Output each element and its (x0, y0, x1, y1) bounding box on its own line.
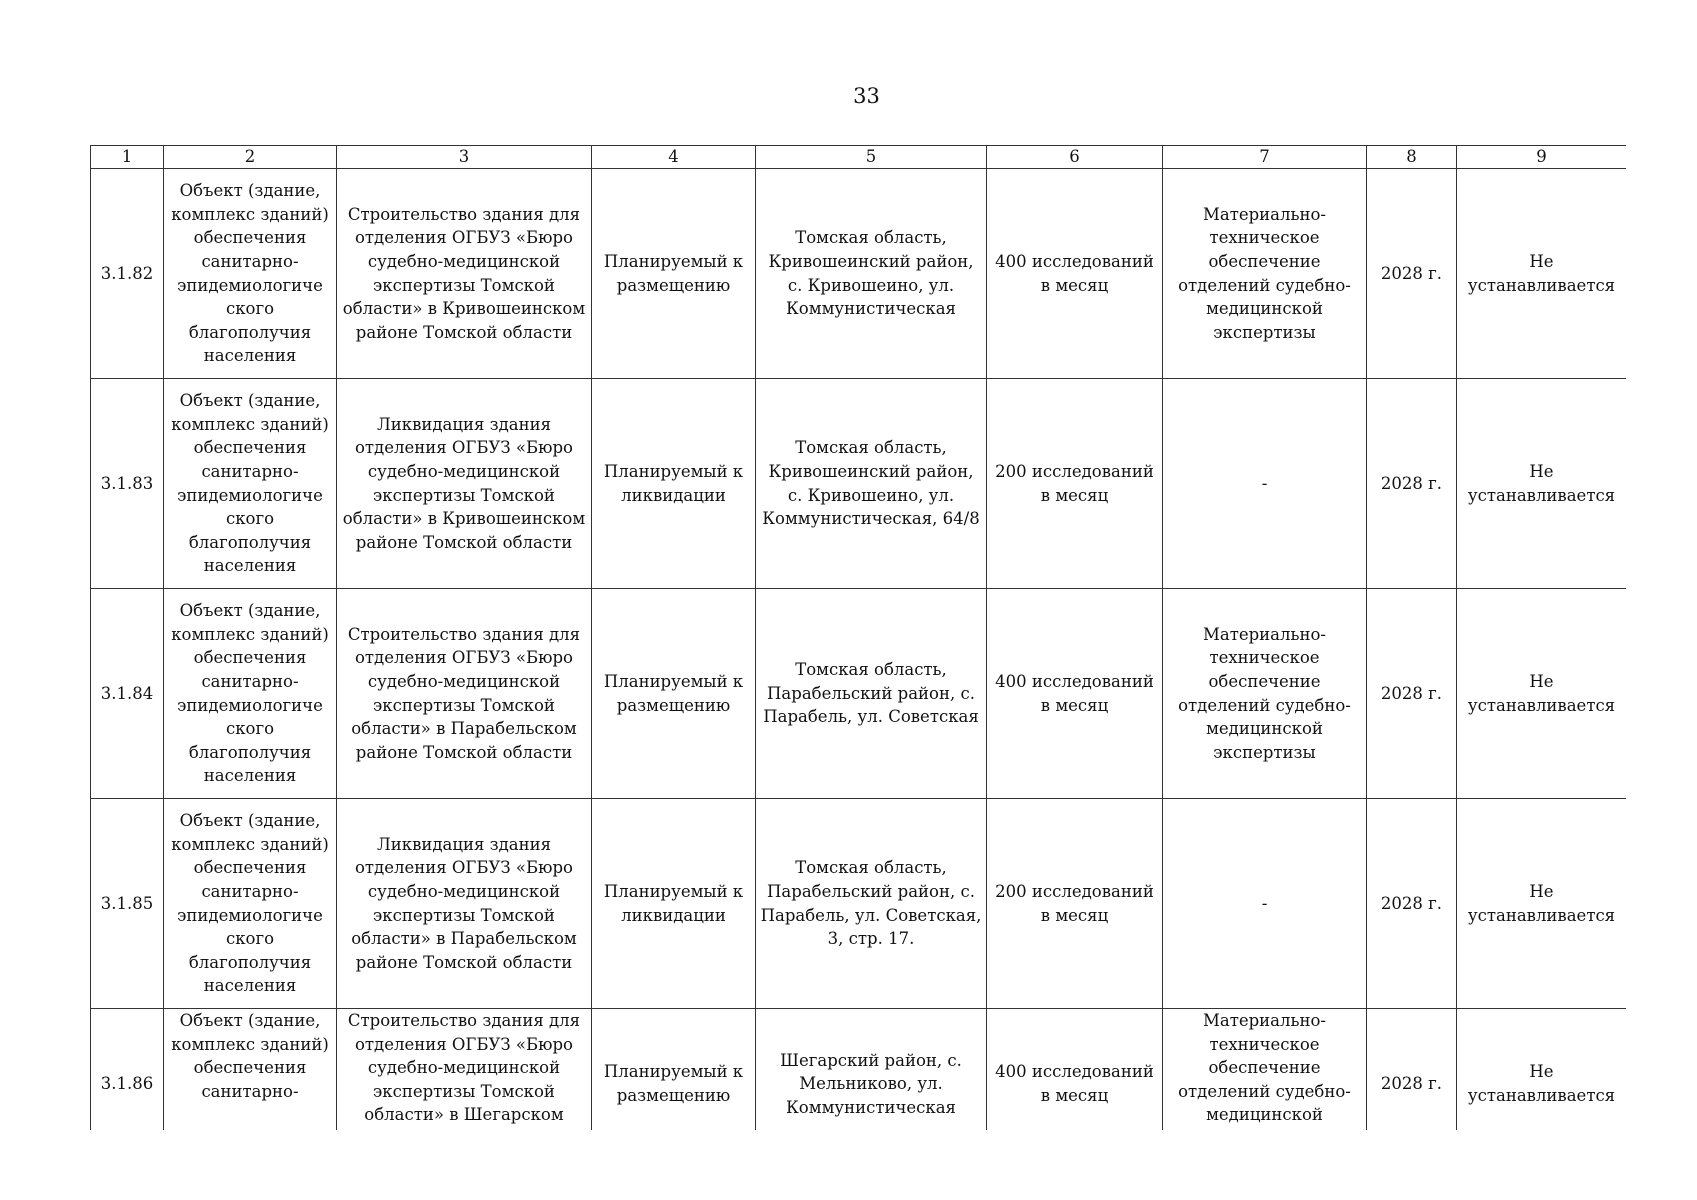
object-name: Ликвидация здания отделения ОГБУЗ «Бюро судебно-медицинской экспертизы Томской области» в Парабельском районе Томской области (337, 799, 592, 1009)
object-year: 2028 г. (1367, 169, 1457, 379)
table-row (91, 1009, 1627, 1131)
object-type: Объект (здание, комплекс зданий) обеспечения санитарно-эпидемиологиче ского благополучия населения (164, 589, 337, 799)
object-capacity: 400 исследований в месяц (987, 589, 1163, 799)
column-number: 8 (1367, 146, 1457, 169)
row-number: 3.1.82 (91, 169, 164, 379)
object-purpose: - (1163, 379, 1367, 589)
object-capacity: 200 исследований в месяц (987, 799, 1163, 1009)
page-number: 33 (853, 84, 880, 108)
object-type: Объект (здание, комплекс зданий) обеспечения санитарно-эпидемиологиче ского благополучия населения (164, 379, 337, 589)
object-status: Планируемый к ликвидации (592, 799, 756, 1009)
object-year: 2028 г. (1367, 1009, 1457, 1131)
object-purpose: Материально-техническое обеспечение отделений судебно-медицинской (1163, 1009, 1367, 1131)
object-status: Планируемый к ликвидации (592, 379, 756, 589)
table-row (91, 589, 1627, 799)
row-number: 3.1.83 (91, 379, 164, 589)
column-number: 4 (592, 146, 756, 169)
row-number: 3.1.85 (91, 799, 164, 1009)
object-zone: Не устанавливается (1457, 1009, 1627, 1131)
column-number: 5 (756, 146, 987, 169)
object-name: Строительство здания для отделения ОГБУЗ «Бюро судебно-медицинской экспертизы Томской области» в Парабельском районе Томской области (337, 589, 592, 799)
object-zone: Не устанавливается (1457, 799, 1627, 1009)
object-location: Томская область, Парабельский район, с. Парабель, ул. Советская (756, 589, 987, 799)
object-capacity: 200 исследований в месяц (987, 379, 1163, 589)
object-year: 2028 г. (1367, 799, 1457, 1009)
row-number: 3.1.86 (91, 1009, 164, 1131)
object-status: Планируемый к размещению (592, 169, 756, 379)
column-number: 9 (1457, 146, 1627, 169)
table-container (90, 145, 1626, 1130)
object-year: 2028 г. (1367, 379, 1457, 589)
objects-table (90, 145, 1626, 1130)
object-purpose: Материально-техническое обеспечение отделений судебно-медицинской экспертизы (1163, 169, 1367, 379)
object-name: Ликвидация здания отделения ОГБУЗ «Бюро судебно-медицинской экспертизы Томской области» в Кривошеинском районе Томской области (337, 379, 592, 589)
object-name: Строительство здания для отделения ОГБУЗ «Бюро судебно-медицинской экспертизы Томской области» в Кривошеинском районе Томской области (337, 169, 592, 379)
object-year: 2028 г. (1367, 589, 1457, 799)
table-row (91, 799, 1627, 1009)
table-row (91, 379, 1627, 589)
object-status: Планируемый к размещению (592, 1009, 756, 1131)
object-location: Томская область, Кривошеинский район, с. Кривошеино, ул. Коммунистическая (756, 169, 987, 379)
column-number: 6 (987, 146, 1163, 169)
row-number: 3.1.84 (91, 589, 164, 799)
object-status: Планируемый к размещению (592, 589, 756, 799)
object-purpose: - (1163, 799, 1367, 1009)
object-purpose: Материально-техническое обеспечение отделений судебно-медицинской экспертизы (1163, 589, 1367, 799)
column-number: 1 (91, 146, 164, 169)
object-type: Объект (здание, комплекс зданий) обеспечения санитарно-эпидемиологиче ского благополучия населения (164, 799, 337, 1009)
table-row (91, 169, 1627, 379)
object-zone: Не устанавливается (1457, 379, 1627, 589)
object-zone: Не устанавливается (1457, 169, 1627, 379)
column-number-row (91, 146, 1627, 169)
object-capacity: 400 исследований в месяц (987, 169, 1163, 379)
object-location: Томская область, Парабельский район, с. Парабель, ул. Советская, 3, стр. 17. (756, 799, 987, 1009)
column-number: 7 (1163, 146, 1367, 169)
column-number: 2 (164, 146, 337, 169)
object-zone: Не устанавливается (1457, 589, 1627, 799)
object-type: Объект (здание, комплекс зданий) обеспечения санитарно- (164, 1009, 337, 1131)
object-type: Объект (здание, комплекс зданий) обеспечения санитарно-эпидемиологиче ского благополучия населения (164, 169, 337, 379)
object-location: Шегарский район, с. Мельниково, ул. Коммунистическая (756, 1009, 987, 1131)
object-capacity: 400 исследований в месяц (987, 1009, 1163, 1131)
object-location: Томская область, Кривошеинский район, с. Кривошеино, ул. Коммунистическая, 64/8 (756, 379, 987, 589)
object-name: Строительство здания для отделения ОГБУЗ «Бюро судебно-медицинской экспертизы Томской области» в Шегарском (337, 1009, 592, 1131)
column-number: 3 (337, 146, 592, 169)
